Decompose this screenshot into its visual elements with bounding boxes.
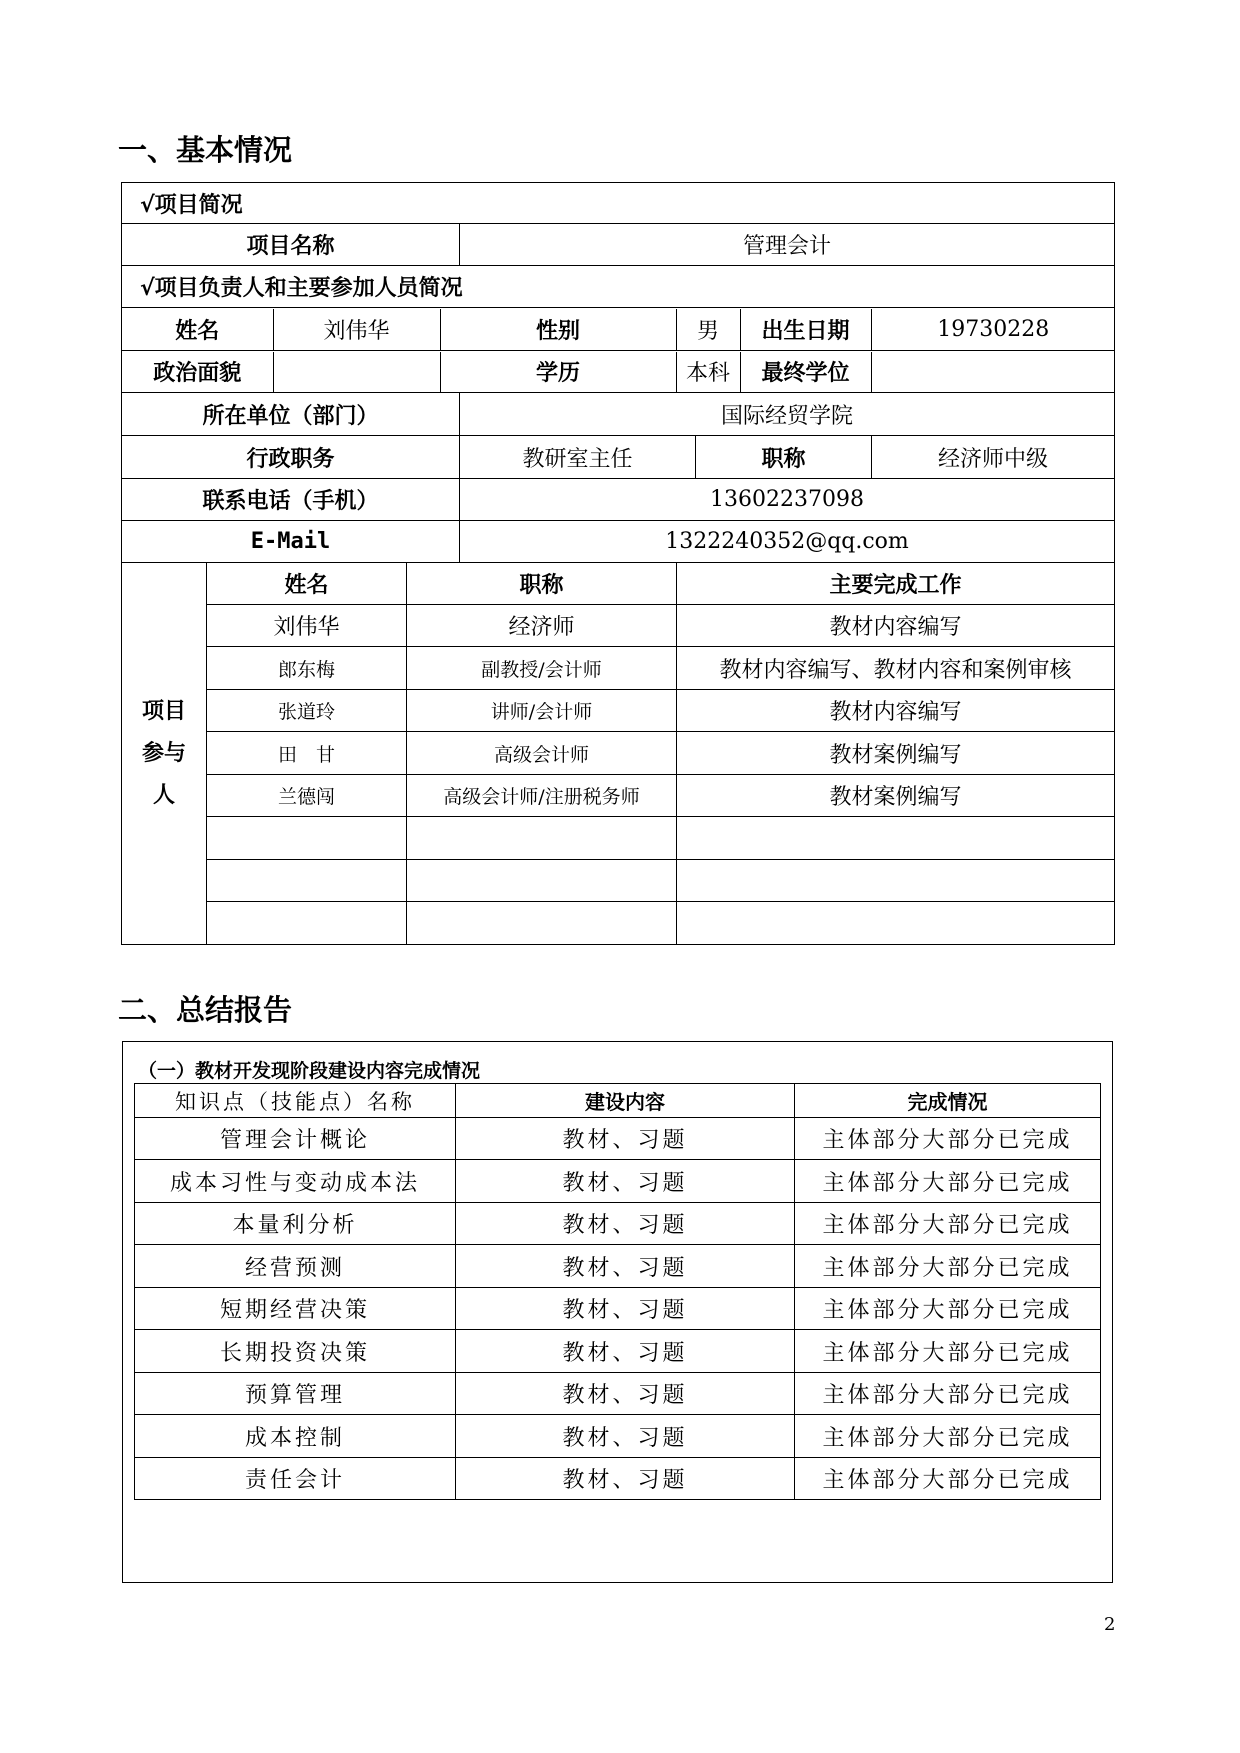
participant-work <box>677 860 1115 902</box>
participant-work <box>677 902 1115 945</box>
title-value: 经济师中级 <box>872 436 1115 479</box>
name-value: 刘伟华 <box>273 309 440 350</box>
report-knowledge: 预算管理 <box>135 1373 456 1415</box>
personnel-header: √项目负责人和主要参加人员简况 <box>122 266 1115 308</box>
table-row <box>135 1415 1101 1458</box>
report-status: 主体部分大部分已完成 <box>795 1458 1101 1500</box>
report-content: 教材、习题 <box>456 1373 795 1415</box>
table-row <box>135 1330 1101 1373</box>
table-row <box>135 1245 1101 1288</box>
report-knowledge: 本量利分析 <box>135 1203 456 1245</box>
basic-info-table <box>121 182 1115 563</box>
report-status: 主体部分大部分已完成 <box>795 1288 1101 1330</box>
report-knowledge: 长期投资决策 <box>135 1330 456 1373</box>
birth-value: 19730228 <box>937 316 1050 342</box>
participant-title: 讲师/会计师 <box>407 690 677 732</box>
participant-name: 田 甘 <box>207 732 407 775</box>
participant-name <box>207 817 407 860</box>
phone-label: 联系电话（手机） <box>122 479 460 521</box>
name-label: 姓名 <box>122 309 273 350</box>
table-row <box>135 1160 1101 1203</box>
admin-value: 教研室主任 <box>460 436 696 479</box>
report-content: 教材、习题 <box>456 1118 795 1160</box>
participant-work: 教材案例编写 <box>677 732 1115 775</box>
education-label: 学历 <box>440 352 676 392</box>
title-label: 职称 <box>696 436 872 479</box>
degree-label: 最终学位 <box>740 352 871 392</box>
report-status: 主体部分大部分已完成 <box>795 1415 1101 1458</box>
table-row <box>135 1458 1101 1500</box>
participant-work: 教材案例编写 <box>677 775 1115 817</box>
participant-name <box>207 902 407 945</box>
participants-side-text: 项目参与人 <box>141 698 186 808</box>
report-content: 教材、习题 <box>456 1330 795 1373</box>
birth-label: 出生日期 <box>740 309 871 350</box>
participant-name: 刘伟华 <box>207 605 407 647</box>
table-row <box>122 775 1115 817</box>
report-content: 教材、习题 <box>456 1160 795 1203</box>
report-knowledge: 管理会计概论 <box>135 1118 456 1160</box>
person-row-1 <box>122 309 1115 350</box>
project-name-label: 项目名称 <box>122 224 460 266</box>
participants-header-title: 职称 <box>407 563 677 605</box>
project-brief-header: √项目简况 <box>122 183 1115 224</box>
report-content: 教材、习题 <box>456 1203 795 1245</box>
participant-title: 高级会计师 <box>407 732 677 775</box>
table-row <box>122 647 1115 690</box>
section-title-report: 二、总结报告 <box>118 993 293 1027</box>
participant-name: 郎东梅 <box>207 647 407 690</box>
report-subtitle: （一）教材开发现阶段建设内容完成情况 <box>138 1060 481 1082</box>
participants-table <box>121 562 1115 945</box>
email-value: 1322240352@qq.com <box>460 521 1115 563</box>
report-knowledge: 成本控制 <box>135 1415 456 1458</box>
table-row <box>135 1118 1101 1160</box>
degree-value <box>871 352 1115 392</box>
report-table <box>134 1083 1101 1500</box>
participant-title: 副教授/会计师 <box>407 647 677 690</box>
report-knowledge: 短期经营决策 <box>135 1288 456 1330</box>
report-content: 教材、习题 <box>456 1288 795 1330</box>
participant-title <box>407 902 677 945</box>
participant-name <box>207 860 407 902</box>
participant-work <box>677 817 1115 860</box>
table-row <box>135 1288 1101 1330</box>
table-row <box>122 732 1115 775</box>
participants-header-work: 主要完成工作 <box>677 563 1115 605</box>
table-row <box>135 1373 1101 1415</box>
political-value <box>273 352 440 392</box>
gender-label: 性别 <box>440 309 676 350</box>
table-row <box>122 860 1115 902</box>
report-content: 教材、习题 <box>456 1458 795 1500</box>
participant-title: 高级会计师/注册税务师 <box>407 775 677 817</box>
gender-value: 男 <box>676 309 740 350</box>
participant-title: 经济师 <box>407 605 677 647</box>
admin-label: 行政职务 <box>122 436 460 479</box>
participant-title <box>407 817 677 860</box>
participant-title <box>407 860 677 902</box>
participant-name: 张道玲 <box>207 690 407 732</box>
report-status: 主体部分大部分已完成 <box>795 1330 1101 1373</box>
education-value: 本科 <box>676 352 740 392</box>
table-row <box>122 690 1115 732</box>
person-row-2 <box>122 352 1115 392</box>
page-number: 2 <box>1104 1614 1116 1635</box>
participant-work: 教材内容编写、教材内容和案例审核 <box>677 647 1115 690</box>
report-content: 教材、习题 <box>456 1245 795 1288</box>
unit-value: 国际经贸学院 <box>460 393 1115 436</box>
report-status: 主体部分大部分已完成 <box>795 1203 1101 1245</box>
unit-label: 所在单位（部门） <box>122 393 460 436</box>
section-title-basic: 一、基本情况 <box>118 133 293 167</box>
project-name-value: 管理会计 <box>460 224 1115 266</box>
participant-work: 教材内容编写 <box>677 690 1115 732</box>
participant-name: 兰德闯 <box>207 775 407 817</box>
report-status: 主体部分大部分已完成 <box>795 1373 1101 1415</box>
report-status: 主体部分大部分已完成 <box>795 1160 1101 1203</box>
table-row <box>122 902 1115 945</box>
table-row <box>122 817 1115 860</box>
table-row <box>122 605 1115 647</box>
report-header-status: 完成情况 <box>795 1084 1101 1118</box>
phone-value: 13602237098 <box>460 479 1115 521</box>
email-label: E-Mail <box>122 521 460 563</box>
participants-header-name: 姓名 <box>207 563 407 605</box>
table-row <box>135 1203 1101 1245</box>
participants-side-label <box>122 563 207 945</box>
report-status: 主体部分大部分已完成 <box>795 1118 1101 1160</box>
report-content: 教材、习题 <box>456 1415 795 1458</box>
report-header-content: 建设内容 <box>456 1084 795 1118</box>
report-status: 主体部分大部分已完成 <box>795 1245 1101 1288</box>
report-knowledge: 经营预测 <box>135 1245 456 1288</box>
report-knowledge: 成本习性与变动成本法 <box>135 1160 456 1203</box>
participant-work: 教材内容编写 <box>677 605 1115 647</box>
report-header-knowledge: 知识点（技能点）名称 <box>135 1084 456 1118</box>
report-knowledge: 责任会计 <box>135 1458 456 1500</box>
political-label: 政治面貌 <box>122 352 273 392</box>
